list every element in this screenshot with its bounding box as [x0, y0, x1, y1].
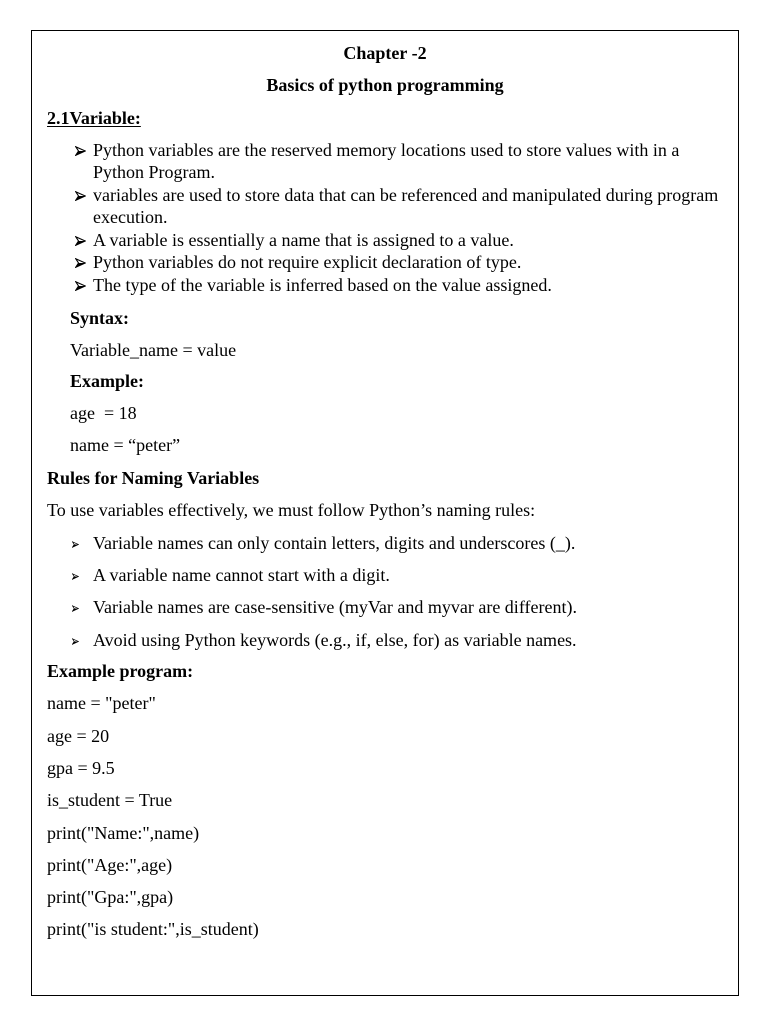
code-line: print("Name:",name): [47, 823, 200, 843]
naming-rule-text: Avoid using Python keywords (e.g., if, else, for) as variable names.: [93, 630, 577, 650]
arrowhead-bullet-icon: [72, 573, 79, 580]
code-line: name = "peter": [47, 693, 156, 713]
code-line: is_student = True: [47, 790, 173, 810]
syntax-text: Variable_name = value: [70, 340, 237, 360]
arrowhead-bullet-icon: [75, 236, 86, 246]
arrowhead-bullet-icon: [75, 146, 86, 156]
variable-point-line: variables are used to store data that can be referenced and manipulated during program: [93, 185, 719, 205]
chapter-title: Basics of python programming: [266, 75, 504, 95]
rules-heading: Rules for Naming Variables: [47, 468, 260, 488]
arrowhead-bullet-icon: [72, 638, 79, 645]
syntax-label: Syntax:: [70, 308, 130, 328]
program-label: Example program:: [47, 661, 194, 681]
variable-point-line: Python variables are the reserved memory locations used to store values with in a: [93, 140, 680, 160]
variable-point-line: Python Program.: [93, 162, 216, 182]
arrowhead-bullet-icon: [72, 541, 79, 548]
section-heading: 2.1Variable:: [47, 108, 141, 128]
example-line: age = 18: [70, 403, 137, 423]
code-line: print("Age:",age): [47, 855, 173, 875]
code-line: age = 20: [47, 726, 110, 746]
code-line: print("Gpa:",gpa): [47, 887, 174, 907]
example-line: name = “peter”: [70, 435, 181, 455]
arrowhead-bullet-icon: [75, 258, 86, 268]
naming-rule-text: A variable name cannot start with a digit.: [93, 565, 390, 585]
naming-rule-text: Variable names are case-sensitive (myVar and myvar are different).: [93, 597, 577, 617]
code-line: print("is student:",is_student): [47, 919, 259, 939]
rules-intro: To use variables effectively, we must follow Python’s naming rules:: [47, 500, 536, 520]
code-line: gpa = 9.5: [47, 758, 115, 778]
variable-point-line: execution.: [93, 207, 168, 227]
variable-point-line: The type of the variable is inferred based on the value assigned.: [93, 275, 552, 295]
example-label: Example:: [70, 371, 144, 391]
variable-point-line: Python variables do not require explicit declaration of type.: [93, 252, 522, 272]
naming-rule-text: Variable names can only contain letters, digits and underscores (_).: [93, 533, 576, 553]
arrowhead-bullet-icon: [75, 191, 86, 201]
arrowhead-bullet-icon: [75, 281, 86, 291]
arrowhead-bullet-icon: [72, 605, 79, 612]
variable-point-line: A variable is essentially a name that is assigned to a value.: [93, 230, 514, 250]
chapter-number: Chapter -2: [343, 43, 427, 63]
